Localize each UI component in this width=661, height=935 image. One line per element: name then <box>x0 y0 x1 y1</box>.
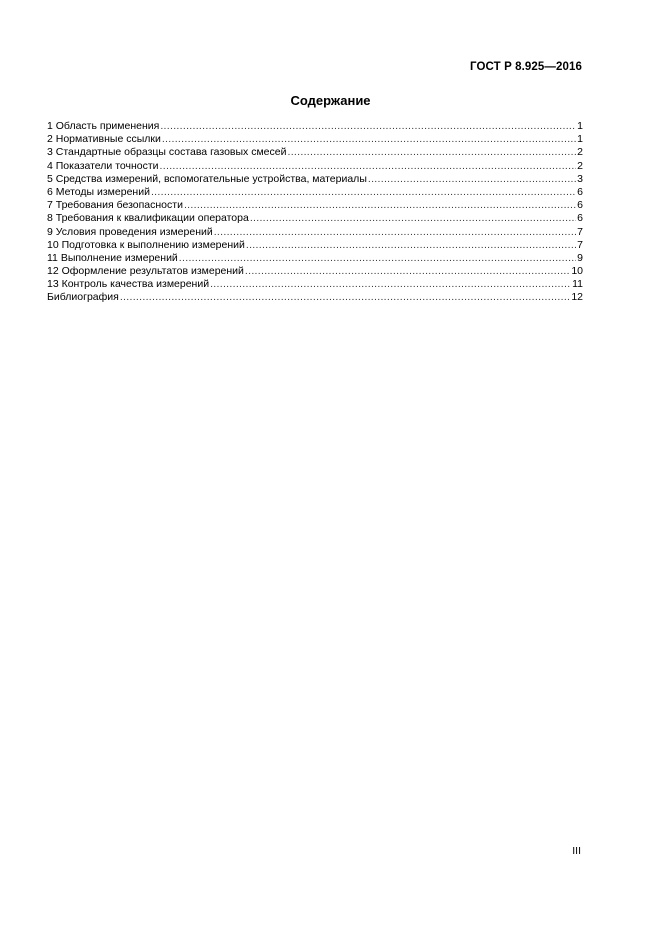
document-code: ГОСТ Р 8.925—2016 <box>470 61 582 73</box>
toc-dot-leader <box>151 186 576 199</box>
toc-entry-results[interactable] <box>47 265 583 278</box>
toc-entry-label: 4 Показатели точности <box>47 159 159 172</box>
toc-dot-leader <box>287 146 576 159</box>
page-number: III <box>572 845 581 857</box>
toc-entry-label: 9 Условия проведения измерений <box>47 225 213 238</box>
toc-entry-quality-control[interactable] <box>47 278 583 291</box>
toc-entry-label: 7 Требования безопасности <box>47 199 183 212</box>
toc-dot-leader <box>368 173 576 186</box>
toc-entry-reference-materials[interactable] <box>47 146 583 159</box>
toc-entry-page: 10 <box>571 265 583 278</box>
toc-entry-page: 12 <box>571 291 583 304</box>
toc-entry-instruments[interactable] <box>47 173 583 186</box>
toc-entry-accuracy[interactable] <box>47 160 583 173</box>
toc-dot-leader <box>246 239 576 252</box>
toc-entry-label: 5 Средства измерений, вспомогательные устройства, материалы <box>47 172 367 185</box>
toc-entry-bibliography[interactable] <box>47 291 583 304</box>
toc-entry-page: 6 <box>577 199 583 212</box>
toc-entry-label: 8 Требования к квалификации оператора <box>47 212 249 225</box>
toc-entry-label: 6 Методы измерений <box>47 185 150 198</box>
toc-entry-page: 1 <box>577 133 583 146</box>
toc-entry-safety[interactable] <box>47 199 583 212</box>
toc-entry-page: 6 <box>577 212 583 225</box>
toc-dot-leader <box>250 212 576 225</box>
toc-entry-execution[interactable] <box>47 252 583 265</box>
table-of-contents <box>47 120 583 305</box>
toc-title: Содержание <box>290 93 371 108</box>
toc-entry-page: 1 <box>577 120 583 132</box>
toc-entry-preparation[interactable] <box>47 239 583 252</box>
toc-entry-normative-references[interactable] <box>47 133 583 146</box>
toc-dot-leader <box>214 226 576 239</box>
toc-dot-leader <box>160 120 576 133</box>
toc-entry-label: 1 Область применения <box>47 120 160 132</box>
toc-entry-label: 12 Оформление результатов измерений <box>47 265 244 278</box>
toc-entry-label: 2 Нормативные ссылки <box>47 133 161 146</box>
toc-entry-label: 13 Контроль качества измерений <box>47 278 210 291</box>
toc-entry-conditions[interactable] <box>47 226 583 239</box>
toc-entry-label: Библиография <box>47 291 119 304</box>
toc-entry-methods[interactable] <box>47 186 583 199</box>
toc-entry-page: 3 <box>577 172 583 185</box>
toc-entry-page: 2 <box>577 159 583 172</box>
toc-dot-leader <box>179 252 576 265</box>
toc-dot-leader <box>120 291 570 304</box>
toc-entry-page: 9 <box>577 251 583 264</box>
toc-dot-leader <box>160 160 577 173</box>
toc-entry-label: 11 Выполнение измерений <box>47 251 178 264</box>
toc-entry-page: 6 <box>577 185 583 198</box>
toc-dot-leader <box>184 199 576 212</box>
toc-entry-operator-qualification[interactable] <box>47 212 583 225</box>
toc-entry-page: 7 <box>577 225 583 238</box>
toc-entry-label: 10 Подготовка к выполнению измерений <box>47 238 245 251</box>
toc-dot-leader <box>210 278 571 291</box>
toc-entry-page: 2 <box>577 146 583 159</box>
toc-entry-page: 7 <box>577 238 583 251</box>
toc-dot-leader <box>245 265 570 278</box>
toc-dot-leader <box>162 133 576 146</box>
toc-entry-label: 3 Стандартные образцы состава газовых смесей <box>47 146 287 159</box>
toc-entry-scope[interactable] <box>47 120 583 133</box>
toc-entry-page: 11 <box>572 278 583 291</box>
